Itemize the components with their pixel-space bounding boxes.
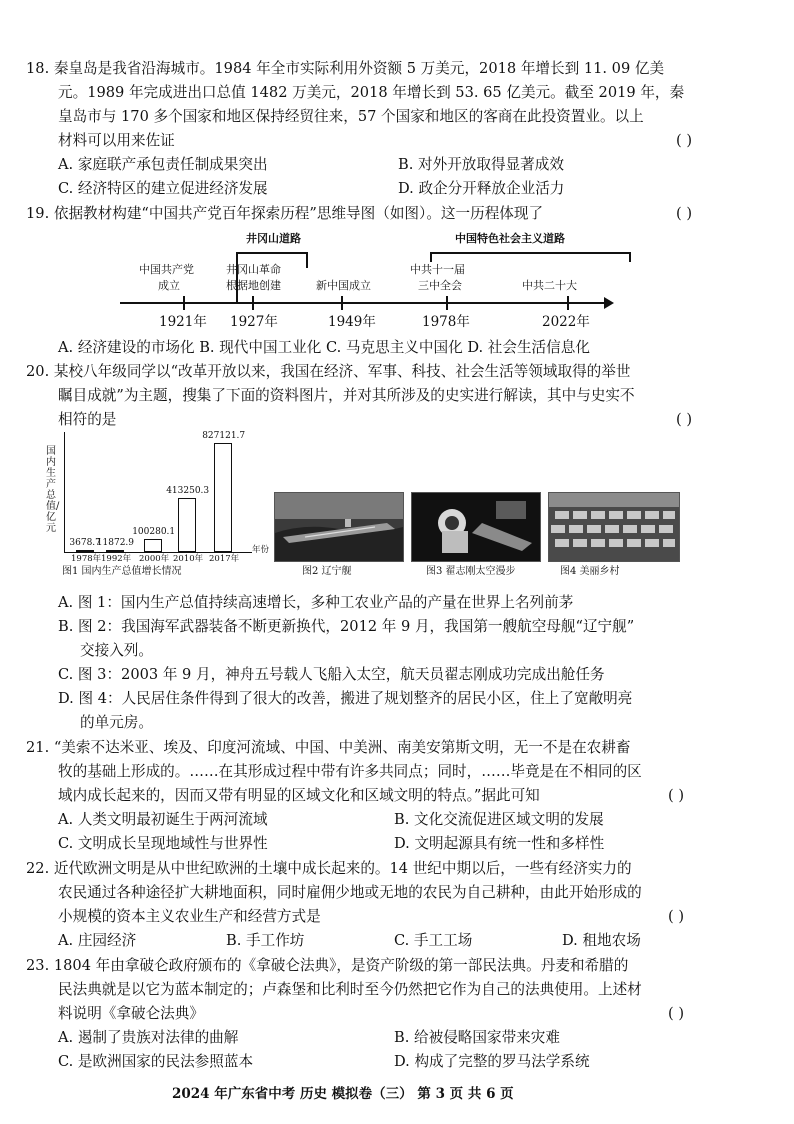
gdp-year-3: 2010年 (173, 554, 204, 564)
q22-line-3: 小规模的资本主义农业生产和经营方式是 (58, 908, 321, 925)
q18-answer-paren: ( ) (676, 132, 693, 149)
gdp-bar-1 (106, 550, 124, 552)
timeline-axis (120, 302, 606, 304)
gdp-year-2: 2000年 (139, 554, 170, 564)
bracket-socialism-top (430, 252, 630, 254)
q20-option-b-line1: B. 图 2：我国海军武器装备不断更新换代，2012 年 9 月，我国第一艘航空母舰“辽宁舰” (58, 618, 635, 635)
timeline-tick-1921 (183, 296, 185, 310)
q22-option-b: B. 手工作坊 (226, 932, 305, 949)
liaoning-carrier-photo (274, 492, 404, 562)
event-cpc-founded-line1: 中国共产党 (139, 263, 194, 276)
gdp-year-1: 1992年 (101, 554, 132, 564)
gdp-bar-2 (144, 539, 162, 552)
q23-line-3: 料说明《拿破仑法典》 (58, 1005, 204, 1022)
q20-option-d-line2: 的单元房。 (80, 714, 153, 731)
q23-option-d: D. 构成了完整的罗马法学系统 (394, 1053, 590, 1070)
chart-y-axis (64, 432, 65, 553)
event-base-line1: 井冈山革命 (226, 263, 281, 276)
event-base-line2: 根据地创建 (226, 279, 281, 292)
figure-1-caption: 图1 国内生产总值增长情况 (62, 566, 182, 577)
q20-option-a: A. 图 1：国内生产总值持续高速增长，多种工农业产品的产量在世界上名列前茅 (58, 594, 574, 611)
beautiful-village-photo (548, 492, 680, 562)
gdp-bar-value-4: 827121.7 (202, 431, 246, 441)
figure-3-caption: 图3 翟志刚太空漫步 (426, 566, 516, 577)
event-third-plenum-line1: 中共十一届 (410, 263, 465, 276)
bracket-socialism-right (629, 252, 631, 262)
q19-answer-paren: ( ) (676, 205, 693, 222)
q22-answer-paren: ( ) (668, 908, 685, 925)
spacewalk-photo (411, 492, 541, 562)
q18-option-b: B. 对外开放取得显著成效 (398, 156, 564, 173)
q18-option-c: C. 经济特区的建立促进经济发展 (58, 180, 268, 197)
q18-option-a: A. 家庭联产承包责任制成果突出 (58, 156, 268, 173)
page-footer: 2024 年广东省中考 历史 模拟卷（三） 第 3 页 共 6 页 (172, 1086, 514, 1102)
gdp-year-0: 1978年 (71, 554, 102, 564)
q22-option-a: A. 庄园经济 (58, 932, 137, 949)
q22-option-d: D. 租地农场 (562, 932, 641, 949)
q21-option-b: B. 文化交流促进区域文明的发展 (394, 811, 604, 828)
timeline-year-1921: 1921年 (159, 314, 207, 330)
q20-option-b-line2: 交接入列。 (80, 642, 153, 659)
q21-option-a: A. 人类文明最初诞生于两河流域 (58, 811, 268, 828)
q19-options: A. 经济建设的市场化 B. 现代中国工业化 C. 马克思主义中国化 D. 社会生活信息化 (58, 339, 590, 356)
q18-line-4: 材料可以用来佐证 (58, 132, 175, 149)
q21-option-d: D. 文明起源具有统一性和多样性 (394, 835, 605, 852)
q21-line-1: 21. “美索不达米亚、埃及、印度河流域、中国、中美洲、南美安第斯文明，无一不是在农耕畜 (26, 739, 631, 756)
timeline-tick-2022 (567, 296, 569, 310)
figure-4-caption: 图4 美丽乡村 (560, 566, 620, 577)
gdp-bar-value-1: 11872.9 (96, 538, 135, 548)
timeline-tick-1927 (252, 296, 254, 310)
gdp-bar-value-0: 3678.7 (69, 538, 101, 548)
event-cpc-founded-line2: 成立 (158, 279, 180, 292)
bracket-jinggangshan-top (236, 252, 306, 254)
event-third-plenum-line2: 三中全会 (418, 279, 462, 292)
q20-option-d-line1: D. 图 4：人民居住条件得到了很大的改善，搬进了规划整齐的居民小区，住上了宽敞明亮 (58, 690, 633, 707)
q23-line-2: 民法典就是以它为蓝本制定的；卢森堡和比利时至今仍然把它作为自己的法典使用。上述材 (58, 981, 642, 998)
gdp-bar-3 (178, 498, 196, 552)
q20-option-c: C. 图 3：2003 年 9 月，神舟五号载人飞船入太空，航天员翟志刚成功完成出舱任务 (58, 666, 605, 683)
gdp-bar-4 (214, 443, 232, 552)
q21-option-c: C. 文明成长呈现地域性与世界性 (58, 835, 268, 852)
timeline-arrow-icon (604, 297, 614, 309)
gdp-year-4: 2017年 (209, 554, 240, 564)
q22-option-c: C. 手工工场 (394, 932, 473, 949)
timeline-top-label-jinggangshan: 井冈山道路 (246, 232, 301, 245)
q23-answer-paren: ( ) (668, 1005, 685, 1022)
event-prc-founded: 新中国成立 (316, 279, 371, 292)
q20-line-3: 相符的是 (58, 411, 117, 428)
chart-x-label: 年份 (252, 545, 270, 555)
timeline-year-1949: 1949年 (328, 314, 376, 330)
gdp-bar-value-3: 413250.3 (166, 485, 210, 496)
q20-line-1: 20. 某校八年级同学以“改革开放以来，我国在经济、军事、科技、社会生活等领域取得的举世 (26, 363, 631, 380)
bracket-socialism-left (430, 252, 432, 262)
q18-option-d: D. 政企分开释放企业活力 (398, 180, 565, 197)
bracket-jinggangshan-right (306, 252, 308, 268)
gdp-bar-0 (76, 550, 94, 552)
gdp-bar-value-2: 100280.1 (132, 526, 176, 537)
timeline-year-1978: 1978年 (422, 314, 470, 330)
q20-line-2: 瞩目成就”为主题，搜集了下面的资料图片，并对其所涉及的史实进行解读，其中与史实不 (58, 387, 635, 404)
timeline-top-label-socialism: 中国特色社会主义道路 (455, 232, 565, 245)
q22-line-2: 农民通过各种途径扩大耕地面积，同时雇佣少地或无地的农民为自己耕种，由此开始形成的 (58, 884, 642, 901)
q23-option-b: B. 给被侵略国家带来灾难 (394, 1029, 560, 1046)
timeline-year-1927: 1927年 (230, 314, 278, 330)
event-20th-congress: 中共二十大 (522, 279, 577, 292)
q18-line-3: 皇岛市与 170 多个国家和地区保持经贸往来，57 个国家和地区的客商在此投资置业。以上 (58, 108, 644, 125)
timeline-tick-1949 (341, 296, 343, 310)
q20-answer-paren: ( ) (676, 411, 693, 428)
chart-y-label: 国内生产总值/亿元 (46, 446, 60, 534)
timeline-year-2022: 2022年 (542, 314, 590, 330)
q21-line-3: 域内成长起来的，因而又带有明显的区域文化和区域文明的特点。”据此可知 (58, 787, 540, 804)
q18-line-2: 元。1989 年完成进出口总值 1482 万美元，2018 年增长到 53. 65 亿美元。截至 2019 年，秦 (58, 84, 685, 101)
q23-option-a: A. 遏制了贵族对法律的曲解 (58, 1029, 239, 1046)
q23-option-c: C. 是欧洲国家的民法参照蓝本 (58, 1053, 254, 1070)
q18-line-1: 18. 秦皇岛是我省沿海城市。1984 年全市实际利用外资额 5 万美元，2018 年增长到 11. 09 亿美 (26, 60, 665, 77)
q21-answer-paren: ( ) (668, 787, 685, 804)
q21-line-2: 牧的基础上形成的。……在其形成过程中带有许多共同点；同时，……毕竟是在不相同的区 (58, 763, 642, 780)
figure-2-caption: 图2 辽宁舰 (302, 566, 352, 577)
q19-stem: 19. 依据教材构建“中国共产党百年探索历程”思维导图（如图）。这一历程体现了 (26, 205, 544, 222)
q23-line-1: 23. 1804 年由拿破仑政府颁布的《拿破仑法典》，是资产阶级的第一部民法典。丹麦和希腊的 (26, 957, 629, 974)
timeline-tick-1978 (446, 296, 448, 310)
bracket-jinggangshan-left (236, 252, 238, 304)
q22-line-1: 22. 近代欧洲文明是从中世纪欧洲的土壤中成长起来的。14 世纪中期以后，一些有经济实力的 (26, 860, 632, 877)
